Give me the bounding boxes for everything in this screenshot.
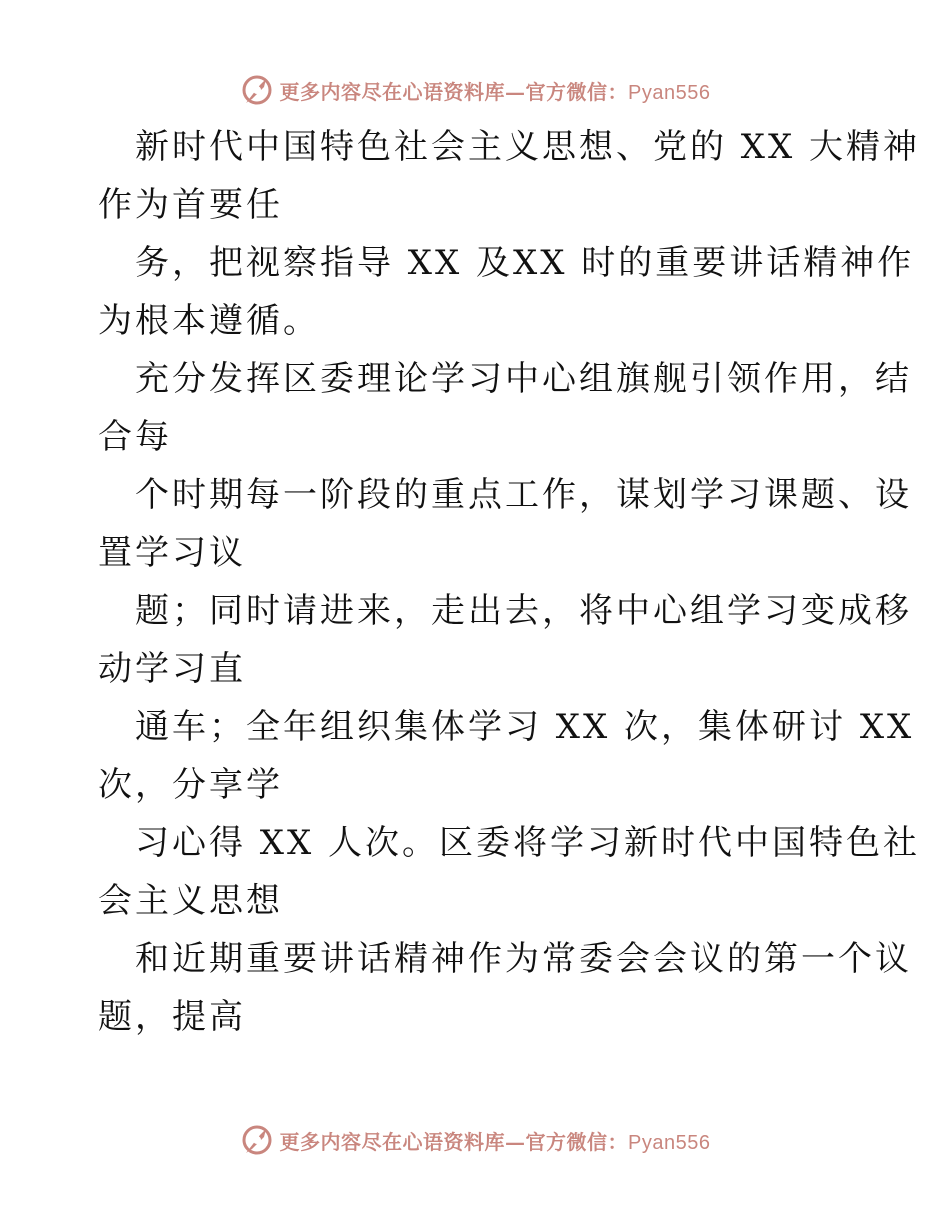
text-line: 会主义思想 bbox=[98, 881, 283, 921]
text-line: 作为首要任 bbox=[98, 185, 283, 225]
text-line: 置学习议 bbox=[98, 533, 246, 573]
watermark-account: Pyan556 bbox=[628, 1131, 711, 1154]
watermark-brand: 更多内容尽在心语资料库—官方微信： bbox=[279, 79, 629, 104]
text-line: 充分发挥区委理论学习中心组旗舰引领作用，结 bbox=[135, 359, 912, 399]
text-line: 务，把视察指导 XX 及XX 时的重要讲话精神作 bbox=[135, 243, 915, 283]
text-line: 习心得 XX 人次。区委将学习新时代中国特色社 bbox=[135, 823, 921, 863]
text-line: 合每 bbox=[98, 417, 172, 457]
text-line: 和近期重要讲话精神作为常委会会议的第一个议 bbox=[135, 939, 912, 979]
text-line: 动学习直 bbox=[98, 649, 246, 689]
header-watermark bbox=[0, 70, 950, 110]
text-line: 新时代中国特色社会主义思想、党的 XX 大精神 bbox=[135, 127, 921, 167]
quill-seal-icon bbox=[240, 73, 274, 107]
watermark-text bbox=[280, 76, 711, 105]
text-line: 题，提高 bbox=[98, 997, 246, 1037]
quill-seal-icon bbox=[240, 1123, 274, 1157]
text-line: 次，分享学 bbox=[98, 765, 283, 805]
text-line: 题；同时请进来，走出去，将中心组学习变成移 bbox=[135, 591, 912, 631]
text-line: 为根本遵循。 bbox=[98, 301, 320, 341]
watermark-text bbox=[280, 1126, 711, 1155]
text-line: 个时期每一阶段的重点工作，谋划学习课题、设 bbox=[135, 475, 912, 515]
document-body bbox=[98, 118, 921, 1046]
watermark-account: Pyan556 bbox=[628, 81, 711, 104]
footer-watermark bbox=[0, 1120, 950, 1160]
text-line: 通车；全年组织集体学习 XX 次，集体研讨 XX bbox=[135, 707, 915, 747]
watermark-brand: 更多内容尽在心语资料库—官方微信： bbox=[279, 1129, 629, 1154]
